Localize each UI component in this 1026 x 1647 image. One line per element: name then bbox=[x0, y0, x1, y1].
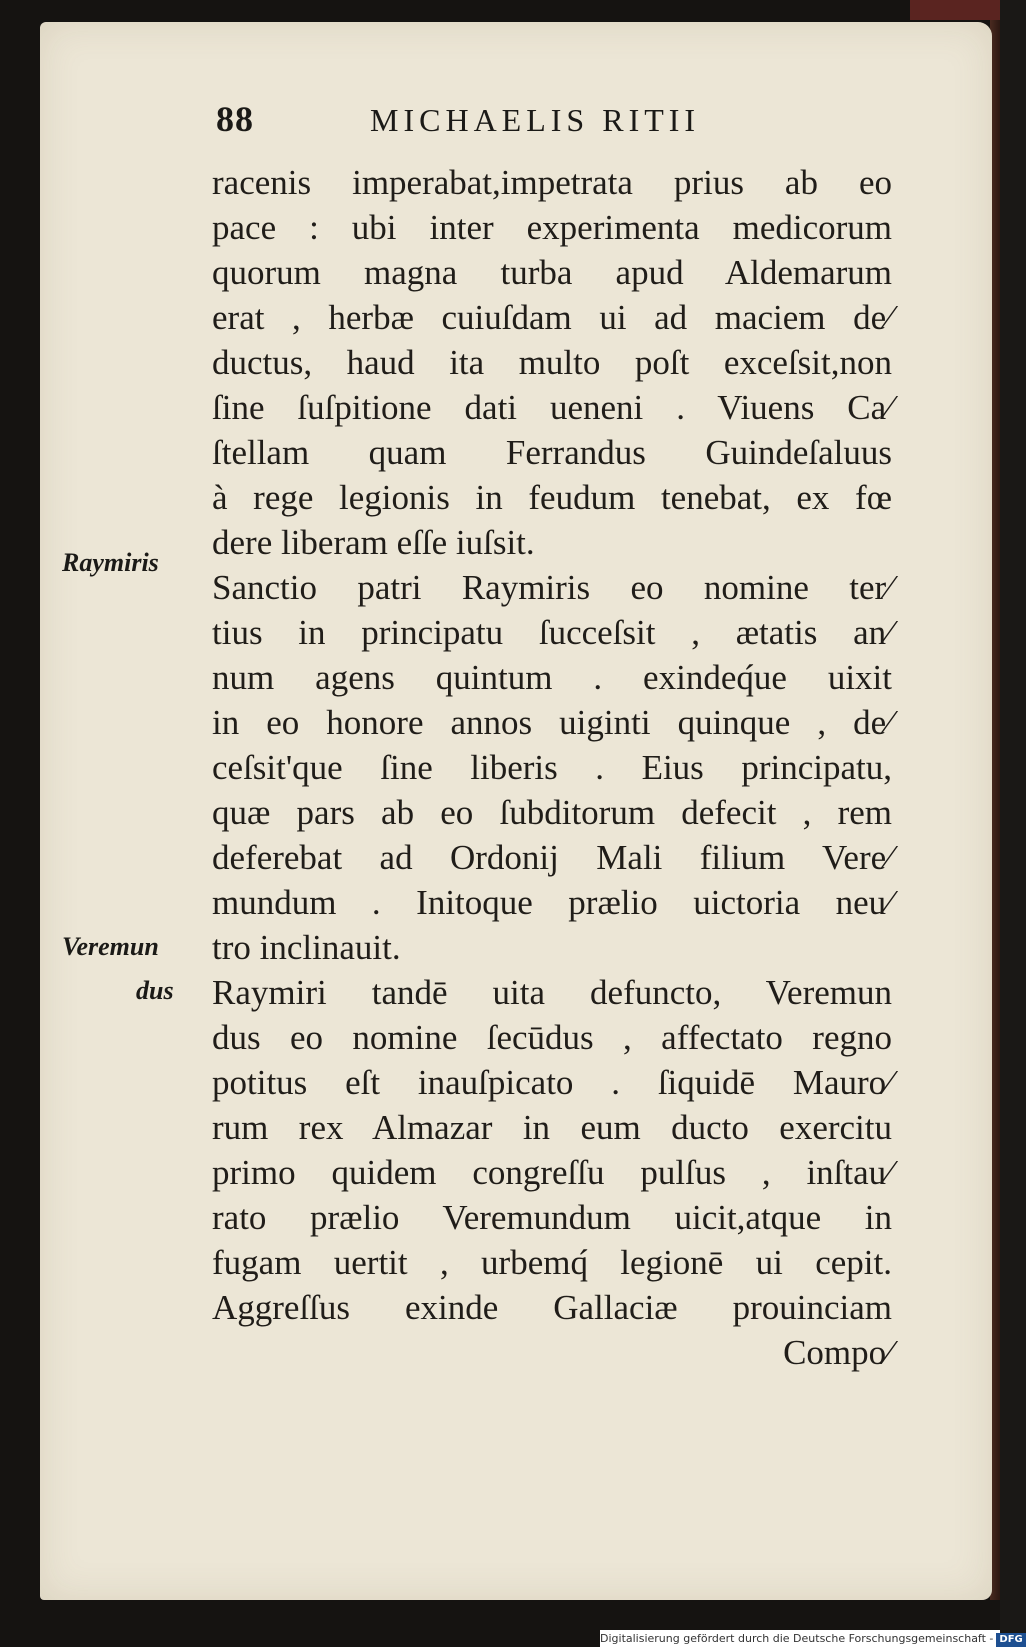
text-line: in eo honore annos uiginti quinque , de⁄ bbox=[212, 703, 892, 742]
digitization-credit bbox=[600, 1630, 1023, 1647]
dfg-logo: DFG bbox=[996, 1633, 1025, 1647]
running-head: MICHAELIS RITII bbox=[370, 102, 701, 138]
text-line: Aggreſſus exinde Gallaciæ prouinciam bbox=[212, 1288, 892, 1327]
text-line: tro inclinauit. bbox=[212, 928, 401, 967]
page-header bbox=[216, 98, 776, 150]
text-line: erat , herbæ cuiuſdam ui ad maciem de⁄ bbox=[212, 298, 892, 337]
page-number: 88 bbox=[216, 99, 254, 139]
text-line: rum rex Almazar in eum ducto exercitu bbox=[212, 1108, 892, 1147]
text-line: ſtellam quam Ferrandus Guindeſaluus bbox=[212, 433, 892, 472]
margin-note-veremundus-2: dus bbox=[136, 976, 174, 1005]
text-line: ductus, haud ita multo poſt exceſsit,non bbox=[212, 343, 892, 382]
text-line: quæ pars ab eo ſubditorum defecit , rem bbox=[212, 793, 892, 832]
text-line: pace : ubi inter experimenta medicorum bbox=[212, 208, 892, 247]
text-line: à rege legionis in feudum tenebat, ex fœ bbox=[212, 478, 892, 517]
text-line: deferebat ad Ordonij Mali filium Vere⁄ bbox=[212, 838, 892, 877]
text-line: potitus eſt inauſpicato . ſiquidē Mauro⁄ bbox=[212, 1063, 892, 1102]
credit-text: Digitalisierung gefördert durch die Deutsche Forschungsgemeinschaft - bbox=[600, 1632, 994, 1645]
text-line: dus eo nomine ſecūdus , affectato regno bbox=[212, 1018, 892, 1057]
body-text bbox=[212, 160, 892, 1375]
text-line: num agens quintum . exindeq́ue uixit bbox=[212, 658, 892, 697]
text-line: tius in principatu ſucceſsit , ætatis an⁄ bbox=[212, 613, 892, 652]
text-line: Raymiri tandē uita defuncto, Veremun bbox=[212, 973, 892, 1012]
catchword: Compo⁄ bbox=[783, 1333, 892, 1372]
text-line: mundum . Initoque prælio uictoria neu⁄ bbox=[212, 883, 892, 922]
text-line: Sanctio patri Raymiris eo nomine ter⁄ bbox=[212, 568, 892, 607]
text-line: quorum magna turba apud Aldemarum bbox=[212, 253, 892, 292]
margin-note-raymiris: Raymiris bbox=[62, 548, 159, 577]
text-line: rato prælio Veremundum uicit,atque in bbox=[212, 1198, 892, 1237]
margin-note-veremundus-1: Veremun bbox=[62, 932, 159, 961]
text-line: fugam uertit , urbemq́ legionē ui cepit. bbox=[212, 1243, 892, 1282]
text-line: racenis imperabat,impetrata prius ab eo bbox=[212, 163, 892, 202]
text-line: ſine ſuſpitione dati ueneni . Viuens Ca⁄ bbox=[212, 388, 892, 427]
text-line: dere liberam eſſe iuſsit. bbox=[212, 523, 535, 562]
text-line: ceſsit'que ſine liberis . Eius principatu, bbox=[212, 748, 892, 787]
text-line: primo quidem congreſſu pulſus , inſtau⁄ bbox=[212, 1153, 892, 1192]
book-cover-corner bbox=[910, 0, 1000, 20]
